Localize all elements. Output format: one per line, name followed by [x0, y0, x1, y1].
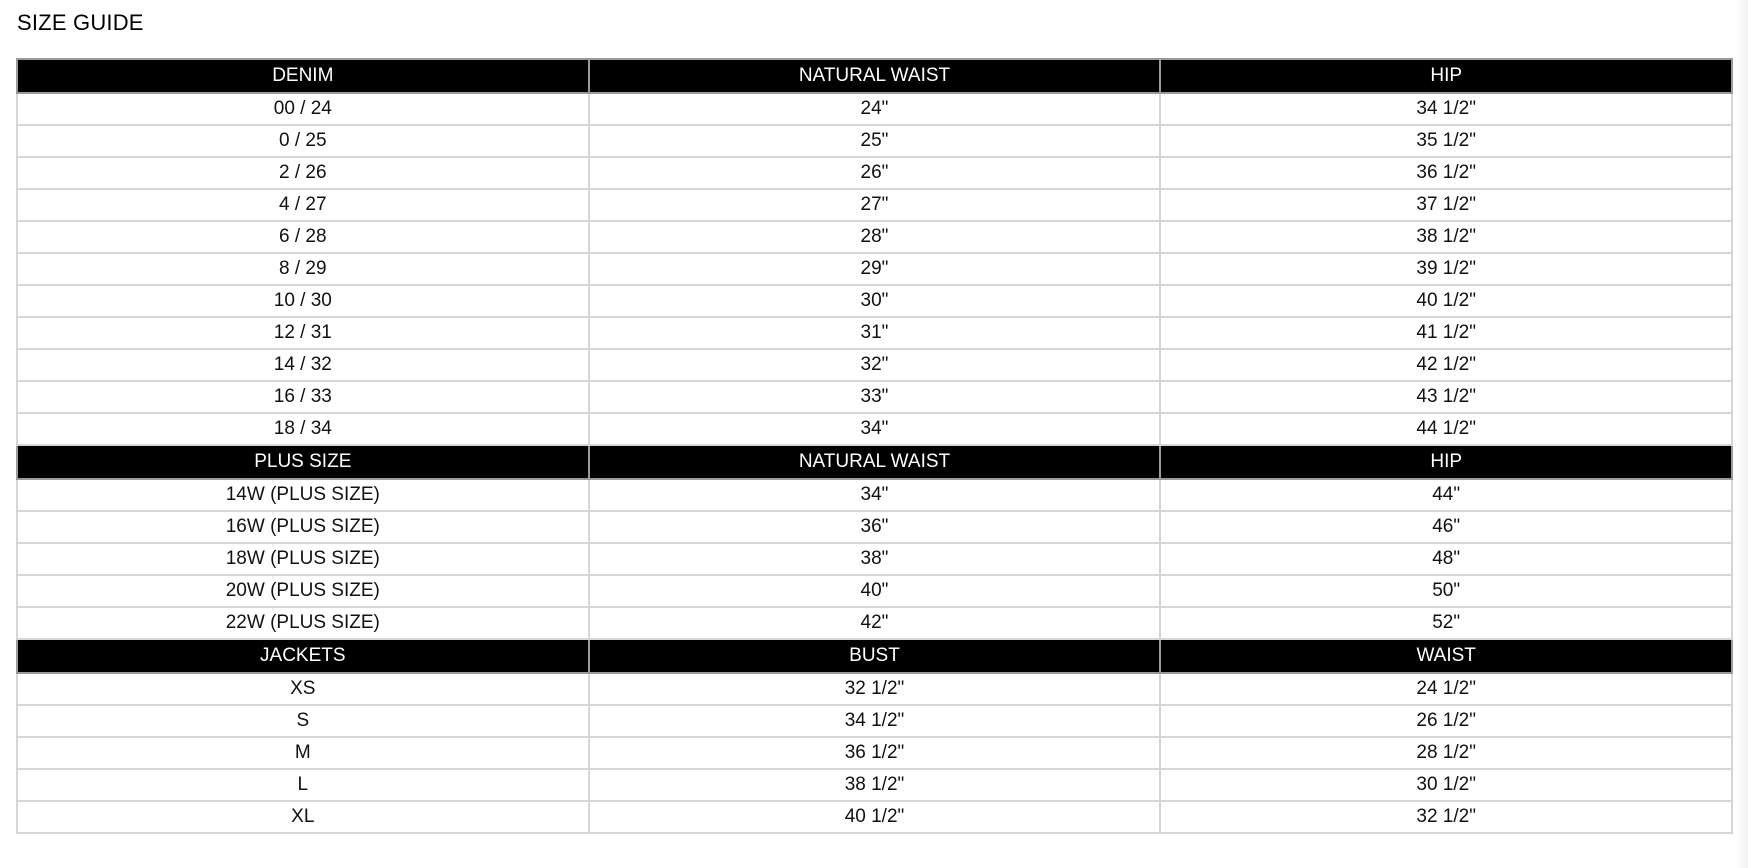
table-cell: 24" [589, 93, 1161, 125]
column-header: BUST [589, 639, 1161, 673]
table-cell: XS [17, 673, 589, 705]
table-cell: 40 1/2" [589, 801, 1161, 833]
section-header-row [17, 639, 1732, 673]
table-cell: 42" [589, 607, 1161, 639]
column-header: DENIM [17, 59, 589, 93]
table-cell: 40 1/2" [1160, 285, 1732, 317]
table-row [17, 349, 1732, 381]
table-cell: 33" [589, 381, 1161, 413]
table-row [17, 511, 1732, 543]
size-guide-table-body [17, 59, 1732, 833]
table-cell: 32" [589, 349, 1161, 381]
table-cell: 41 1/2" [1160, 317, 1732, 349]
column-header: NATURAL WAIST [589, 59, 1161, 93]
table-cell: 12 / 31 [17, 317, 589, 349]
table-cell: 28" [589, 221, 1161, 253]
table-row [17, 413, 1732, 445]
table-cell: 48" [1160, 543, 1732, 575]
table-cell: 38 1/2" [589, 769, 1161, 801]
table-cell: 10 / 30 [17, 285, 589, 317]
table-cell: 36 1/2" [1160, 157, 1732, 189]
table-cell: 38" [589, 543, 1161, 575]
table-cell: 25" [589, 125, 1161, 157]
table-cell: 8 / 29 [17, 253, 589, 285]
column-header: HIP [1160, 445, 1732, 479]
table-cell: 22W (PLUS SIZE) [17, 607, 589, 639]
table-row [17, 769, 1732, 801]
table-cell: S [17, 705, 589, 737]
size-guide-table [16, 58, 1733, 834]
section-header-row [17, 445, 1732, 479]
table-cell: L [17, 769, 589, 801]
table-row [17, 125, 1732, 157]
table-cell: 14W (PLUS SIZE) [17, 479, 589, 511]
table-row [17, 705, 1732, 737]
section-header-row [17, 59, 1732, 93]
table-cell: 27" [589, 189, 1161, 221]
table-cell: 44 1/2" [1160, 413, 1732, 445]
column-header: NATURAL WAIST [589, 445, 1161, 479]
table-cell: 36 1/2" [589, 737, 1161, 769]
table-row [17, 93, 1732, 125]
table-cell: 50" [1160, 575, 1732, 607]
table-row [17, 673, 1732, 705]
table-cell: 52" [1160, 607, 1732, 639]
table-row [17, 221, 1732, 253]
column-header: PLUS SIZE [17, 445, 589, 479]
table-cell: 14 / 32 [17, 349, 589, 381]
table-row [17, 737, 1732, 769]
table-cell: 2 / 26 [17, 157, 589, 189]
table-cell: 46" [1160, 511, 1732, 543]
table-cell: 40" [589, 575, 1161, 607]
table-row [17, 543, 1732, 575]
table-cell: 31" [589, 317, 1161, 349]
table-cell: 0 / 25 [17, 125, 589, 157]
column-header: JACKETS [17, 639, 589, 673]
table-cell: 30 1/2" [1160, 769, 1732, 801]
page-title: SIZE GUIDE [17, 10, 144, 35]
table-row [17, 253, 1732, 285]
table-cell: 24 1/2" [1160, 673, 1732, 705]
table-cell: 16 / 33 [17, 381, 589, 413]
table-cell: 32 1/2" [589, 673, 1161, 705]
table-row [17, 801, 1732, 833]
table-cell: XL [17, 801, 589, 833]
column-header: HIP [1160, 59, 1732, 93]
scrollbar-edge [1736, 0, 1748, 868]
table-cell: 30" [589, 285, 1161, 317]
table-row [17, 607, 1732, 639]
table-cell: 28 1/2" [1160, 737, 1732, 769]
table-row [17, 285, 1732, 317]
table-cell: 42 1/2" [1160, 349, 1732, 381]
table-cell: M [17, 737, 589, 769]
table-cell: 36" [589, 511, 1161, 543]
table-cell: 34 1/2" [1160, 93, 1732, 125]
table-cell: 18W (PLUS SIZE) [17, 543, 589, 575]
table-row [17, 189, 1732, 221]
column-header: WAIST [1160, 639, 1732, 673]
table-cell: 34 1/2" [589, 705, 1161, 737]
table-cell: 34" [589, 479, 1161, 511]
table-cell: 20W (PLUS SIZE) [17, 575, 589, 607]
table-cell: 16W (PLUS SIZE) [17, 511, 589, 543]
table-row [17, 479, 1732, 511]
table-row [17, 317, 1732, 349]
table-row [17, 381, 1732, 413]
table-row [17, 157, 1732, 189]
table-cell: 39 1/2" [1160, 253, 1732, 285]
table-cell: 26" [589, 157, 1161, 189]
table-cell: 26 1/2" [1160, 705, 1732, 737]
table-cell: 37 1/2" [1160, 189, 1732, 221]
table-cell: 00 / 24 [17, 93, 589, 125]
table-row [17, 575, 1732, 607]
table-cell: 18 / 34 [17, 413, 589, 445]
table-cell: 4 / 27 [17, 189, 589, 221]
table-cell: 6 / 28 [17, 221, 589, 253]
table-cell: 44" [1160, 479, 1732, 511]
table-cell: 34" [589, 413, 1161, 445]
table-cell: 32 1/2" [1160, 801, 1732, 833]
table-cell: 43 1/2" [1160, 381, 1732, 413]
table-cell: 29" [589, 253, 1161, 285]
table-cell: 35 1/2" [1160, 125, 1732, 157]
table-cell: 38 1/2" [1160, 221, 1732, 253]
